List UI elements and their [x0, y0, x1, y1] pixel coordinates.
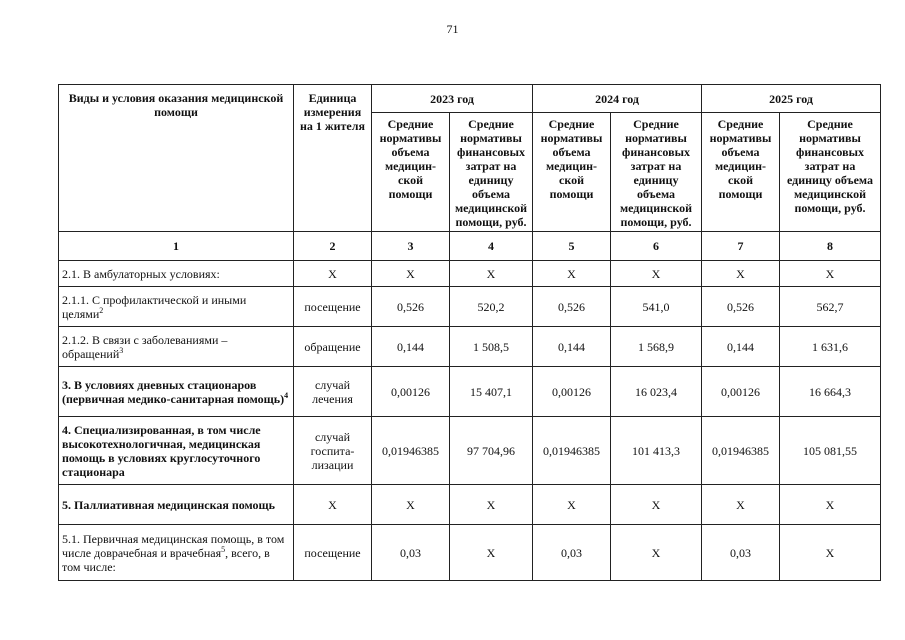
row-label [59, 261, 294, 287]
column-index: 8 [780, 232, 881, 261]
value-cell: 0,526 [533, 287, 611, 327]
value-cell: 0,144 [372, 327, 450, 367]
table-row [59, 261, 881, 287]
row-label-text: 5. Паллиативная медицинская помощь [62, 497, 275, 512]
value-cell: 0,00126 [372, 367, 450, 417]
table-row [59, 525, 881, 581]
norms-table [58, 84, 881, 581]
row-label [59, 485, 294, 525]
value-cell: 0,144 [533, 327, 611, 367]
column-index: 3 [372, 232, 450, 261]
value-cell: Х [611, 485, 702, 525]
value-cell: 16 023,4 [611, 367, 702, 417]
row-label-text: 4. Специализированная, в том числе высокотехнологичная, медицинская помощь в условиях круглосуточного стационара [62, 422, 261, 479]
column-index: 5 [533, 232, 611, 261]
table-row [59, 367, 881, 417]
table-row [59, 417, 881, 485]
unit-cell: обращение [294, 327, 372, 367]
row-label [59, 525, 294, 581]
value-cell: 0,526 [702, 287, 780, 327]
value-cell: Х [611, 525, 702, 581]
value-cell: Х [372, 261, 450, 287]
value-cell: 0,03 [702, 525, 780, 581]
row-label-text: 2.1. В амбулаторных условиях: [62, 266, 220, 281]
footnote-mark: 4 [284, 390, 289, 400]
column-index: 2 [294, 232, 372, 261]
footnote-mark: 5 [221, 544, 226, 554]
row-label [59, 327, 294, 367]
value-cell: 0,526 [372, 287, 450, 327]
value-cell: 0,03 [372, 525, 450, 581]
header-sub-volume: Средние нормативы объема медицин-ской помощи [702, 113, 780, 232]
table-body [59, 261, 881, 581]
value-cell: Х [450, 485, 533, 525]
page-number: 71 [446, 22, 459, 36]
value-cell: 15 407,1 [450, 367, 533, 417]
value-cell: 97 704,96 [450, 417, 533, 485]
column-index-row [59, 232, 881, 261]
value-cell: 1 631,6 [780, 327, 881, 367]
value-cell: Х [780, 525, 881, 581]
value-cell: 101 413,3 [611, 417, 702, 485]
table-row [59, 327, 881, 367]
header-sub-volume: Средние нормативы объема медицин-ской помощи [372, 113, 450, 232]
unit-cell: случай госпита-лизации [294, 417, 372, 485]
unit-cell: посещение [294, 287, 372, 327]
value-cell: Х [780, 485, 881, 525]
column-index: 7 [702, 232, 780, 261]
header-unit: Единица измерения на 1 жителя [294, 85, 372, 232]
row-label [59, 417, 294, 485]
table-row [59, 287, 881, 327]
unit-cell: случай лечения [294, 367, 372, 417]
value-cell: 0,144 [702, 327, 780, 367]
header-sub-cost: Средние нормативы финансовых затрат на единицу объема медицинской помощи, руб. [780, 113, 881, 232]
value-cell: Х [702, 485, 780, 525]
value-cell: 1 568,9 [611, 327, 702, 367]
column-index: 6 [611, 232, 702, 261]
value-cell: 1 508,5 [450, 327, 533, 367]
value-cell: 0,01946385 [533, 417, 611, 485]
header-sub-cost: Средние нормативы финансовых затрат на единицу объема медицинской помощи, руб. [450, 113, 533, 232]
row-label [59, 367, 294, 417]
unit-cell: Х [294, 261, 372, 287]
value-cell: Х [780, 261, 881, 287]
value-cell: Х [450, 525, 533, 581]
value-cell: 0,01946385 [372, 417, 450, 485]
header-sub-cost: Средние нормативы финансовых затрат на единицу объема медицинской помощи, руб. [611, 113, 702, 232]
row-label-text: 2.1.2. В связи с заболеваниями – обращений [62, 332, 228, 361]
value-cell: 520,2 [450, 287, 533, 327]
value-cell: Х [702, 261, 780, 287]
row-label-text: 3. В условиях дневных стационаров (первичная медико-санитарная помощь) [62, 377, 285, 406]
value-cell: 0,01946385 [702, 417, 780, 485]
table-row [59, 485, 881, 525]
header-year-2025: 2025 год [702, 85, 881, 113]
value-cell: 0,03 [533, 525, 611, 581]
header-sub-volume: Средние нормативы объема медицин-ской помощи [533, 113, 611, 232]
value-cell: 562,7 [780, 287, 881, 327]
footnote-mark: 3 [119, 345, 124, 355]
unit-cell: посещение [294, 525, 372, 581]
value-cell: 0,00126 [702, 367, 780, 417]
value-cell: Х [533, 261, 611, 287]
header-row-years [59, 85, 881, 113]
value-cell: 541,0 [611, 287, 702, 327]
footnote-mark: 2 [99, 305, 104, 315]
row-label [59, 287, 294, 327]
row-label-text: 2.1.1. С профилактической и иными целями [62, 292, 247, 321]
row-label-tail: , всего, в том числе: [62, 545, 270, 574]
column-index: 4 [450, 232, 533, 261]
value-cell: Х [450, 261, 533, 287]
value-cell: 105 081,55 [780, 417, 881, 485]
value-cell: Х [372, 485, 450, 525]
column-index: 1 [59, 232, 294, 261]
value-cell: 0,00126 [533, 367, 611, 417]
row-label-text: 5.1. Первичная медицинская помощь, в том числе доврачебная и врачебная [62, 531, 285, 560]
header-year-2023: 2023 год [372, 85, 533, 113]
header-kinds: Виды и условия оказания медицинской помощи [59, 85, 294, 232]
value-cell: Х [611, 261, 702, 287]
value-cell: Х [533, 485, 611, 525]
unit-cell: Х [294, 485, 372, 525]
header-year-2024: 2024 год [533, 85, 702, 113]
value-cell: 16 664,3 [780, 367, 881, 417]
